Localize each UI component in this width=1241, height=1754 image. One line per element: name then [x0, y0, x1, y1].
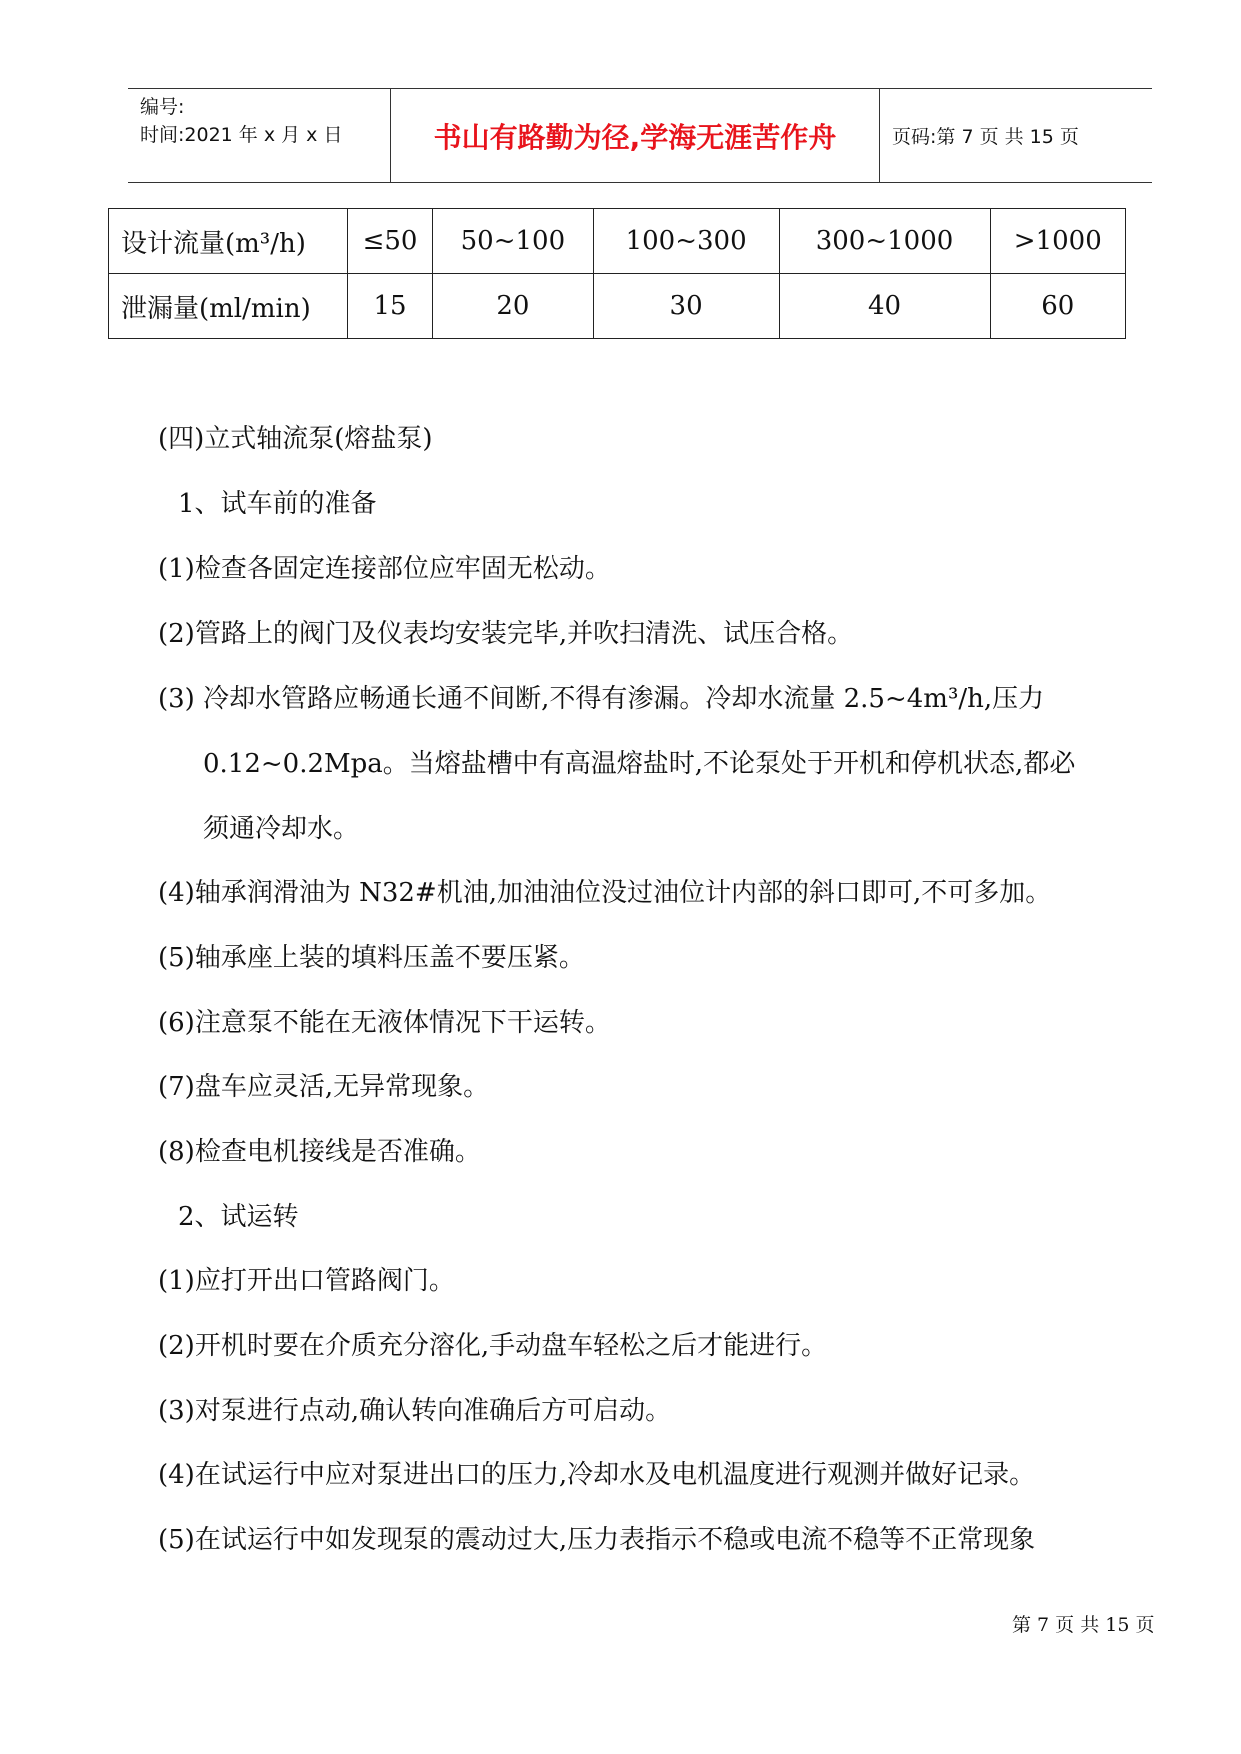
table-cell: 40: [779, 274, 990, 339]
table-row: [109, 209, 1126, 274]
subheading-prep: 1、试车前的准备: [178, 489, 377, 519]
table-cell: 300~1000: [779, 209, 990, 274]
leakage-table: [108, 208, 1126, 339]
paragraph: (7)盘车应灵活,无异常现象。: [158, 1072, 490, 1102]
page-header: [128, 88, 1152, 183]
paragraph: 0.12~0.2Mpa。当熔盐槽中有高温熔盐时,不论泵处于开机和停机状态,都必: [203, 749, 1076, 779]
paragraph: (2)开机时要在介质充分溶化,手动盘车轻松之后才能进行。: [158, 1331, 828, 1361]
paragraph: (5)轴承座上装的填料压盖不要压紧。: [158, 943, 585, 973]
table-cell: 30: [593, 274, 779, 339]
paragraph: (5)在试运行中如发现泵的震动过大,压力表指示不稳或电流不稳等不正常现象: [158, 1525, 1036, 1555]
table-row: [109, 274, 1126, 339]
table-cell: 15: [348, 274, 433, 339]
table-cell: 设计流量(m³/h): [109, 209, 348, 274]
paragraph: (3)对泵进行点动,确认转向准确后方可启动。: [158, 1396, 672, 1426]
paragraph: (1)应打开出口管路阀门。: [158, 1266, 455, 1296]
paragraph: 须通冷却水。: [203, 814, 360, 844]
paragraph: (6)注意泵不能在无液体情况下干运转。: [158, 1008, 611, 1038]
table-cell: 100~300: [593, 209, 779, 274]
subheading-trial: 2、试运转: [178, 1202, 299, 1232]
page-footer: 第 7 页 共 15 页: [1012, 1614, 1155, 1636]
table-cell: 泄漏量(ml/min): [109, 274, 348, 339]
header-meta: [128, 89, 390, 182]
header-number: 编号:: [140, 96, 185, 118]
paragraph: (8)检查电机接线是否准确。: [158, 1137, 481, 1167]
paragraph: (2)管路上的阀门及仪表均安装完毕,并吹扫清洗、试压合格。: [158, 619, 854, 649]
table-cell: >1000: [990, 209, 1125, 274]
paragraph: (4)轴承润滑油为 N32#机油,加油油位没过油位计内部的斜口即可,不可多加。: [158, 878, 1052, 908]
paragraph: (4)在试运行中应对泵进出口的压力,冷却水及电机温度进行观测并做好记录。: [158, 1460, 1036, 1490]
table-cell: 60: [990, 274, 1125, 339]
table-cell: 50~100: [433, 209, 594, 274]
table-cell: 20: [433, 274, 594, 339]
section-title: (四)立式轴流泵(熔盐泵): [158, 424, 433, 454]
paragraph: (1)检查各固定连接部位应牢固无松动。: [158, 554, 611, 584]
table-cell: ≤50: [348, 209, 433, 274]
paragraph: (3) 冷却水管路应畅通长通不间断,不得有渗漏。冷却水流量 2.5~4m³/h,压力: [158, 684, 1045, 714]
header-time: 时间:2021 年 x 月 x 日: [140, 124, 343, 146]
header-page: 页码:第 7 页 共 15 页: [892, 126, 1079, 148]
header-motto: 书山有路勤为径,学海无涯苦作舟: [390, 89, 880, 182]
